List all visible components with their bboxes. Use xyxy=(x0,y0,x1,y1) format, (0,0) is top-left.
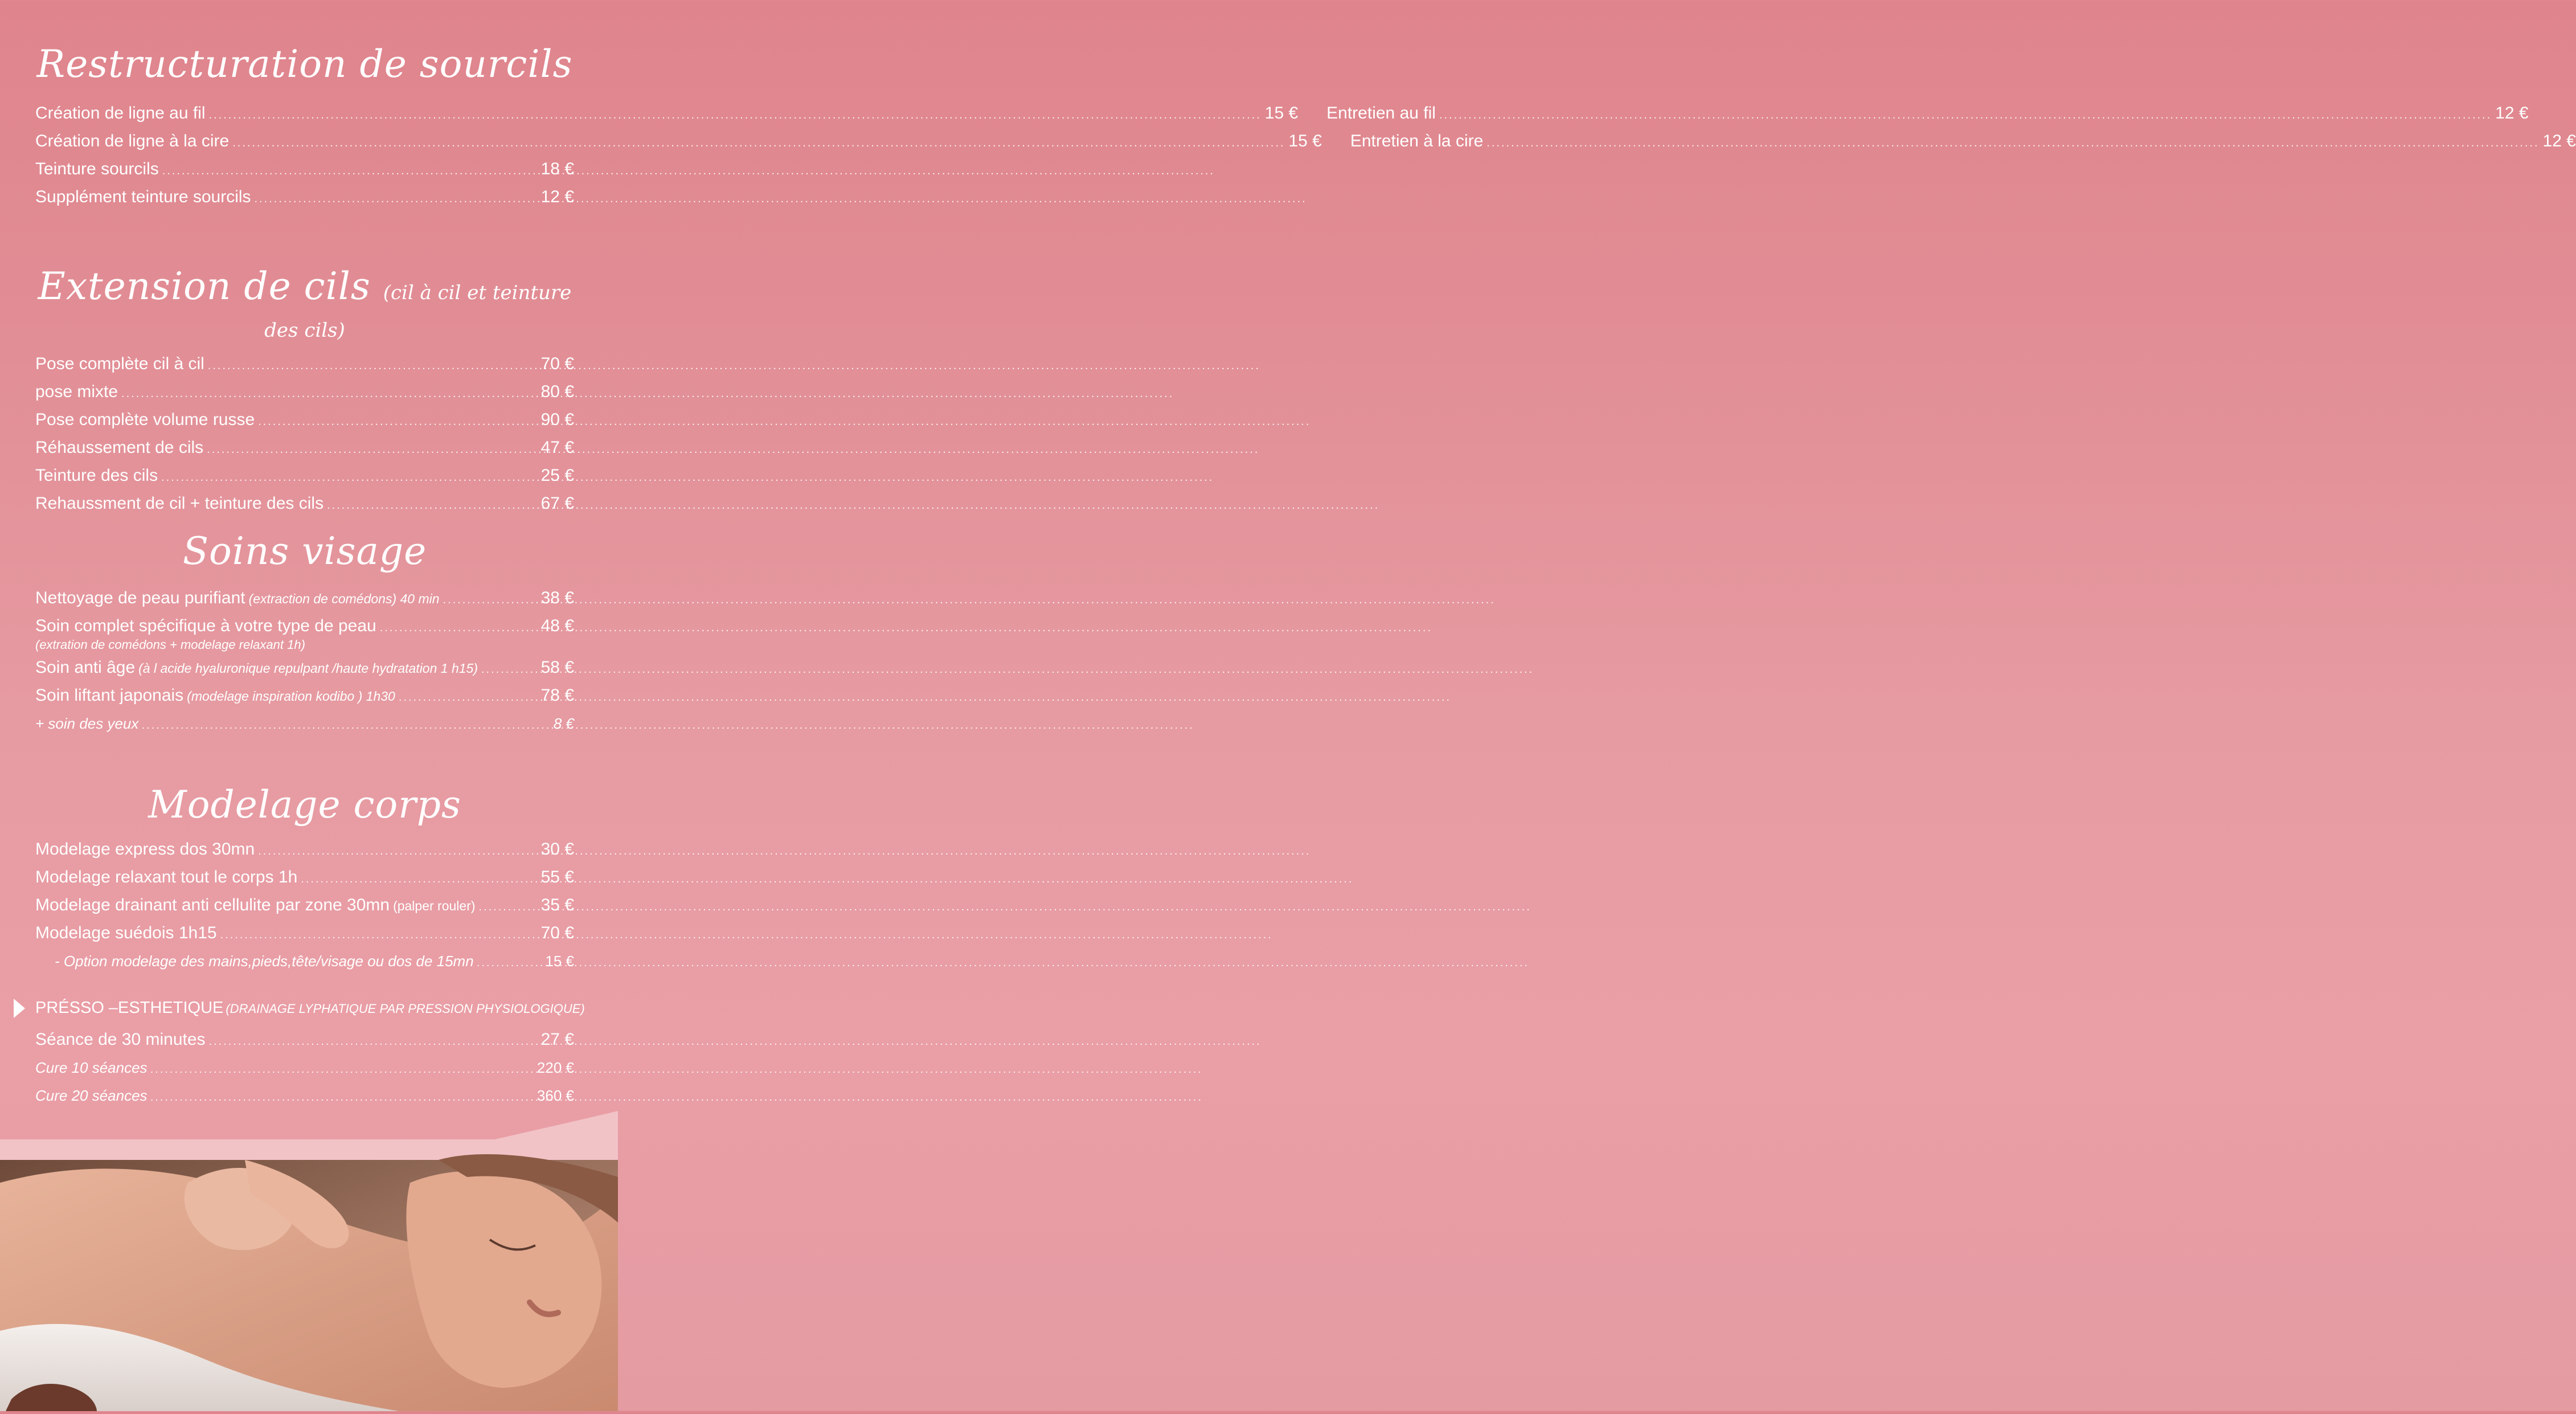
section-heading xyxy=(35,995,585,1022)
section-presso xyxy=(35,995,585,1110)
price-row xyxy=(35,156,574,184)
service-price: 67 € xyxy=(540,494,574,513)
service-note: (palper rouler) xyxy=(393,898,476,913)
price-row xyxy=(35,435,574,463)
service-note: (extraction de comédons) 40 min xyxy=(248,591,440,606)
section-subtitle: (cil à cil et teinture des cils) xyxy=(264,281,572,342)
service-label: Nettoyage de peau purifiant xyxy=(35,589,245,607)
service-price: 38 € xyxy=(540,589,574,607)
service-label: Pose complète cil à cil xyxy=(35,354,204,373)
service-price: 220 € xyxy=(537,1059,574,1076)
leader-dots xyxy=(1439,102,2492,128)
section-corps xyxy=(35,783,574,976)
service-price: 48 € xyxy=(540,616,574,635)
price-row xyxy=(35,864,574,892)
leader-dots xyxy=(258,838,537,864)
section-title xyxy=(35,264,574,343)
leader-dots xyxy=(232,130,1285,156)
service-label: Entretien à la cire xyxy=(1350,132,1484,150)
service-label: Rehaussment de cil + teinture des cils xyxy=(35,494,324,513)
massage-photo xyxy=(0,1160,618,1411)
leader-dots xyxy=(380,615,538,641)
leader-dots xyxy=(255,186,538,212)
service-label: Création de ligne au fil xyxy=(35,104,206,122)
service-price: 58 € xyxy=(540,658,574,677)
massage-illustration xyxy=(0,1160,618,1411)
service-label: Pose complète volume russe xyxy=(35,410,255,429)
price-row xyxy=(35,128,1322,156)
price-pair-row xyxy=(35,128,2576,156)
leader-dots xyxy=(477,950,542,976)
service-label: Modelage relaxant tout le corps 1h xyxy=(35,868,298,886)
service-price: 8 € xyxy=(553,715,574,732)
price-row xyxy=(35,351,574,379)
leader-dots xyxy=(161,464,538,491)
leader-dots xyxy=(258,408,537,435)
leader-dots xyxy=(209,1028,538,1055)
service-price: 47 € xyxy=(540,438,574,457)
service-price: 360 € xyxy=(537,1087,574,1104)
service-price: 35 € xyxy=(540,896,574,914)
service-price: 18 € xyxy=(540,160,574,178)
section-title: Soins visage xyxy=(182,529,427,573)
section-visage xyxy=(35,529,574,738)
section-heading-note: (DRAINAGE LYPHATIQUE PAR PRESSION PHYSIOLOGIQUE) xyxy=(226,1002,585,1016)
price-row xyxy=(35,920,574,948)
price-row xyxy=(35,100,1298,128)
service-label: Soin complet spécifique à votre type de peau xyxy=(35,616,376,635)
service-price: 25 € xyxy=(540,466,574,485)
service-price: 12 € xyxy=(540,187,574,206)
leader-dots xyxy=(327,492,538,518)
service-price: 15 € xyxy=(545,953,574,970)
service-price: 12 € xyxy=(2495,104,2529,122)
leader-dots xyxy=(142,712,550,738)
leader-dots xyxy=(1486,130,2539,156)
price-row xyxy=(35,407,574,435)
leader-dots xyxy=(209,102,1262,128)
price-row xyxy=(35,710,574,738)
service-price: 70 € xyxy=(540,354,574,373)
service-label: Soin anti âge xyxy=(35,658,136,677)
price-pair-row xyxy=(35,100,2529,128)
price-row xyxy=(35,613,574,641)
service-label: Entretien au fil xyxy=(1326,104,1436,122)
service-note: (modelage inspiration kodibo ) 1h30 xyxy=(187,689,395,704)
price-row xyxy=(1350,128,2576,156)
leader-dots xyxy=(481,656,538,683)
play-arrow-icon xyxy=(14,999,25,1018)
service-label: - Option modelage des mains,pieds,tête/visage ou dos de 15mn xyxy=(55,953,474,970)
price-row xyxy=(35,892,574,920)
service-label: Modelage suédois 1h15 xyxy=(35,923,217,942)
service-price: 27 € xyxy=(540,1030,574,1049)
section-title: Modelage corps xyxy=(148,783,461,827)
leader-dots xyxy=(301,866,537,892)
service-price: 30 € xyxy=(540,840,574,859)
service-label: Supplément teinture sourcils xyxy=(35,187,251,206)
section-sourcils xyxy=(35,42,2576,212)
price-row xyxy=(35,184,574,212)
service-price: 55 € xyxy=(540,868,574,886)
service-price: 15 € xyxy=(1264,104,1299,122)
leader-dots xyxy=(399,684,538,710)
section-title-text: Extension de cils xyxy=(38,264,371,308)
service-label: Réhaussement de cils xyxy=(35,438,204,457)
leader-dots xyxy=(443,587,538,613)
service-label: Soin liftant japonais xyxy=(35,686,184,705)
leader-dots xyxy=(162,158,538,184)
service-label: Création de ligne à la cire xyxy=(35,132,230,150)
service-price: 70 € xyxy=(540,923,574,942)
section-cils xyxy=(35,264,574,518)
price-row xyxy=(35,948,574,976)
leader-dots xyxy=(208,353,538,379)
leader-dots xyxy=(121,381,538,407)
leader-dots xyxy=(220,922,538,948)
service-price: 80 € xyxy=(540,382,574,401)
price-row xyxy=(35,379,574,407)
service-label: Modelage drainant anti cellulite par zone 30mn xyxy=(35,896,390,914)
price-row xyxy=(35,683,574,710)
service-price: 90 € xyxy=(540,410,574,429)
section-heading-text: PRÉSSO –ESTHETIQUE xyxy=(35,999,224,1017)
service-label: + soin des yeux xyxy=(35,715,139,732)
price-row xyxy=(35,463,574,491)
service-note: (à l acide hyaluronique repulpant /haute hydratation 1 h15) xyxy=(138,661,478,676)
price-row xyxy=(35,655,574,683)
price-row xyxy=(35,1027,574,1055)
service-label: Séance de 30 minutes xyxy=(35,1030,206,1049)
service-label: Cure 10 séances xyxy=(35,1059,148,1076)
service-label: Cure 20 séances xyxy=(35,1087,148,1104)
leader-dots xyxy=(479,894,538,920)
leader-dots xyxy=(207,436,537,463)
service-label: Teinture sourcils xyxy=(35,160,159,178)
section-title: Restructuration de sourcils xyxy=(36,42,573,86)
leader-dots xyxy=(151,1056,534,1082)
price-row xyxy=(35,836,574,864)
service-subline: (extration de comédons + modelage relaxant 1h) xyxy=(35,637,305,652)
service-price: 15 € xyxy=(1288,132,1322,150)
service-label: Modelage express dos 30mn xyxy=(35,840,255,859)
service-label: pose mixte xyxy=(35,382,118,401)
price-row xyxy=(35,491,574,518)
service-label: Teinture des cils xyxy=(35,466,158,485)
service-price: 12 € xyxy=(2542,132,2576,150)
price-row xyxy=(35,585,574,613)
price-row xyxy=(1326,100,2528,128)
service-price: 78 € xyxy=(540,686,574,705)
price-row xyxy=(35,1055,574,1082)
